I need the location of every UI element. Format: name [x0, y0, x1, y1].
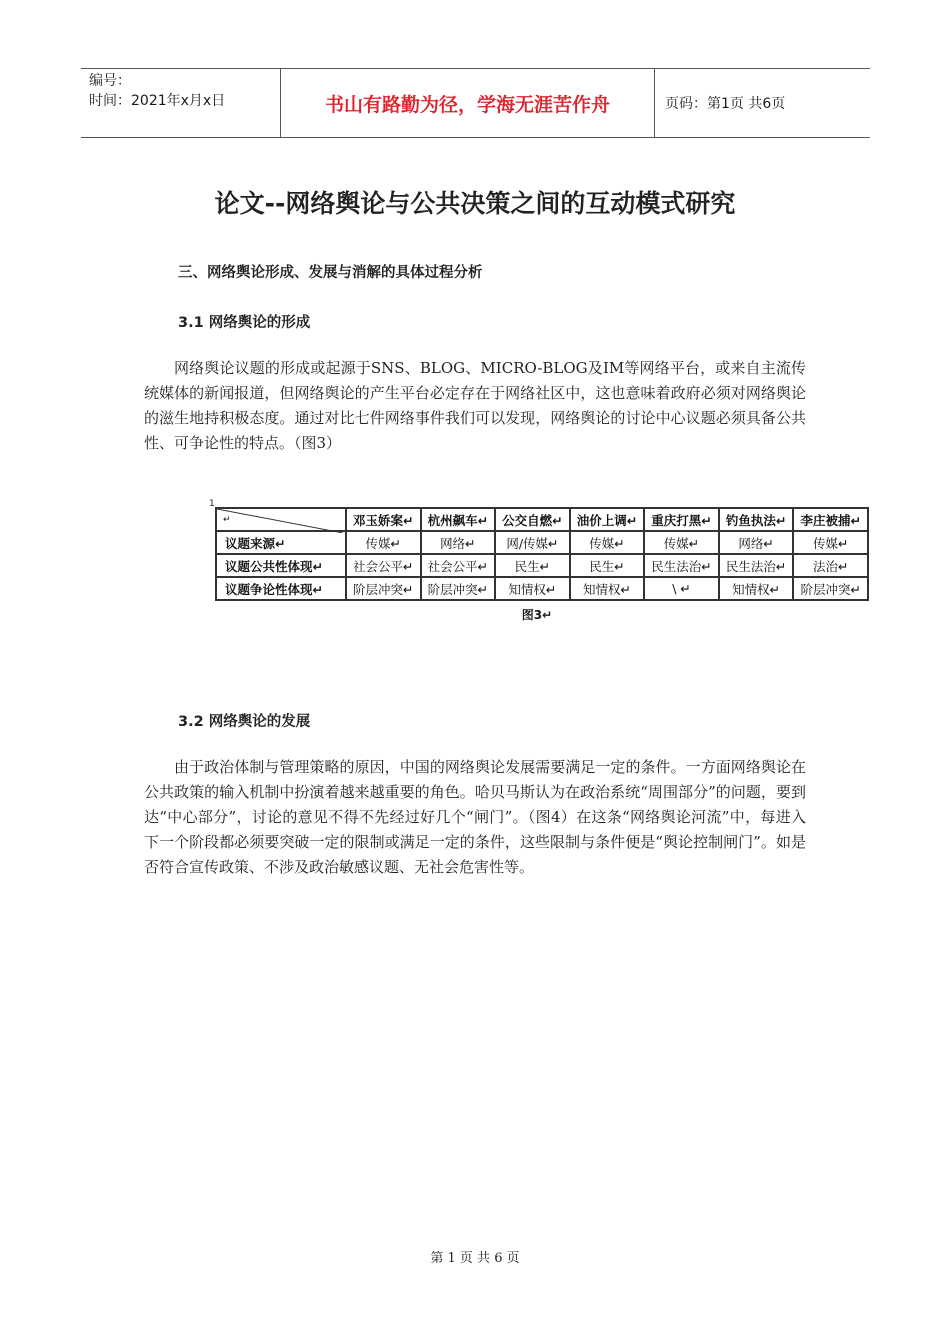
table-cell: 网/传媒↵ — [495, 531, 570, 554]
table-header-cell: 杭州飙车↵ — [421, 508, 496, 531]
row-header: 议题争论性体现↵ — [216, 577, 346, 600]
diagonal-divider — [217, 509, 343, 533]
figure-3 — [209, 499, 871, 623]
table-cell: 传媒↵ — [644, 531, 719, 554]
table-cell: 社会公平↵ — [421, 554, 496, 577]
document-title: 论文--网络舆论与公共决策之间的互动模式研究 — [214, 189, 736, 218]
table-cell: 传媒↵ — [346, 531, 421, 554]
header-meta — [81, 69, 281, 137]
paragraph-3-2: 由于政治体制与管理策略的原因，中国的网络舆论发展需要满足一定的条件。一方面网络舆论在公共政策的输入机制中扮演着越来越重要的角色。哈贝马斯认为在政治系统“周围部分”的问题，要到达“中心部分”，讨论的意见不得不先经过好几个“闸门”。（图4）在这条“网络舆论河流”中，每进入下一个阶段都必须要突破一定的限制或满足一定的条件，这些限制与条件便是“舆论控制闸门”。如是否符合宣传政策、不涉及政治敏感议题、无社会危害性等。 — [144, 758, 806, 876]
paragraph-3-1: 网络舆论议题的形成或起源于SNS、BLOG、MICRO-BLOG及IM等网络平台，或来自主流传统媒体的新闻报道，但网络舆论的产生平台必定存在于网络社区中，这也意味着政府必须对网络舆论的滋生地持积极态度。通过对比七件网络事件我们可以发现，网络舆论的讨论中心议题必须具备公共性、可争论性的特点。（图3） — [144, 359, 806, 452]
table-cell: 阶层冲突↵ — [793, 577, 868, 600]
section-heading-3: 三、网络舆论形成、发展与消解的具体过程分析 — [178, 265, 483, 281]
table-cell: 社会公平↵ — [346, 554, 421, 577]
table-cell: 知情权↵ — [719, 577, 794, 600]
table-cell: 民生↵ — [570, 554, 645, 577]
table-header-cell: 李庄被捕↵ — [793, 508, 868, 531]
table-row — [216, 531, 868, 554]
corner-mark: ↵ — [223, 515, 231, 525]
table-cell: 民生法治↵ — [644, 554, 719, 577]
table-cell: 传媒↵ — [793, 531, 868, 554]
table-header-cell: 公交自燃↵ — [495, 508, 570, 531]
table-cell: 网络↵ — [719, 531, 794, 554]
header-page-info: 页码：第1页 共6页 — [665, 96, 786, 112]
figure-marker: 1 — [209, 499, 215, 509]
table-header-cell: 邓玉娇案↵ — [346, 508, 421, 531]
table-cell: 民生↵ — [495, 554, 570, 577]
table-corner-cell — [216, 508, 346, 531]
table-cell: 阶层冲突↵ — [346, 577, 421, 600]
table-header-cell: 油价上调↵ — [570, 508, 645, 531]
page-footer: 第 1 页 共 6 页 — [430, 1251, 520, 1266]
table-cell: \ ↵ — [644, 577, 719, 600]
row-header: 议题来源↵ — [216, 531, 346, 554]
document-number-label: 编号： — [89, 73, 131, 89]
subsection-heading-3-1: 3.1 网络舆论的形成 — [178, 315, 311, 331]
table-header-cell: 钓鱼执法↵ — [719, 508, 794, 531]
table-cell: 阶层冲突↵ — [421, 577, 496, 600]
page-header — [81, 68, 870, 138]
table-header-cell: 重庆打黑↵ — [644, 508, 719, 531]
table-cell: 知情权↵ — [495, 577, 570, 600]
comparison-table — [215, 507, 869, 601]
document-time-label: 时间：2021年x月x日 — [89, 93, 226, 109]
table-cell: 网络↵ — [421, 531, 496, 554]
header-motto: 书山有路勤为径，学海无涯苦作舟 — [281, 69, 655, 137]
table-cell: 民生法治↵ — [719, 554, 794, 577]
table-cell: 知情权↵ — [570, 577, 645, 600]
table-cell: 传媒↵ — [570, 531, 645, 554]
table-cell: 法治↵ — [793, 554, 868, 577]
table-row — [216, 577, 868, 600]
table-row — [216, 554, 868, 577]
subsection-heading-3-2: 3.2 网络舆论的发展 — [178, 714, 311, 730]
table-header-row — [216, 508, 868, 531]
figure-caption: 图3↵ — [521, 608, 553, 622]
row-header: 议题公共性体现↵ — [216, 554, 346, 577]
